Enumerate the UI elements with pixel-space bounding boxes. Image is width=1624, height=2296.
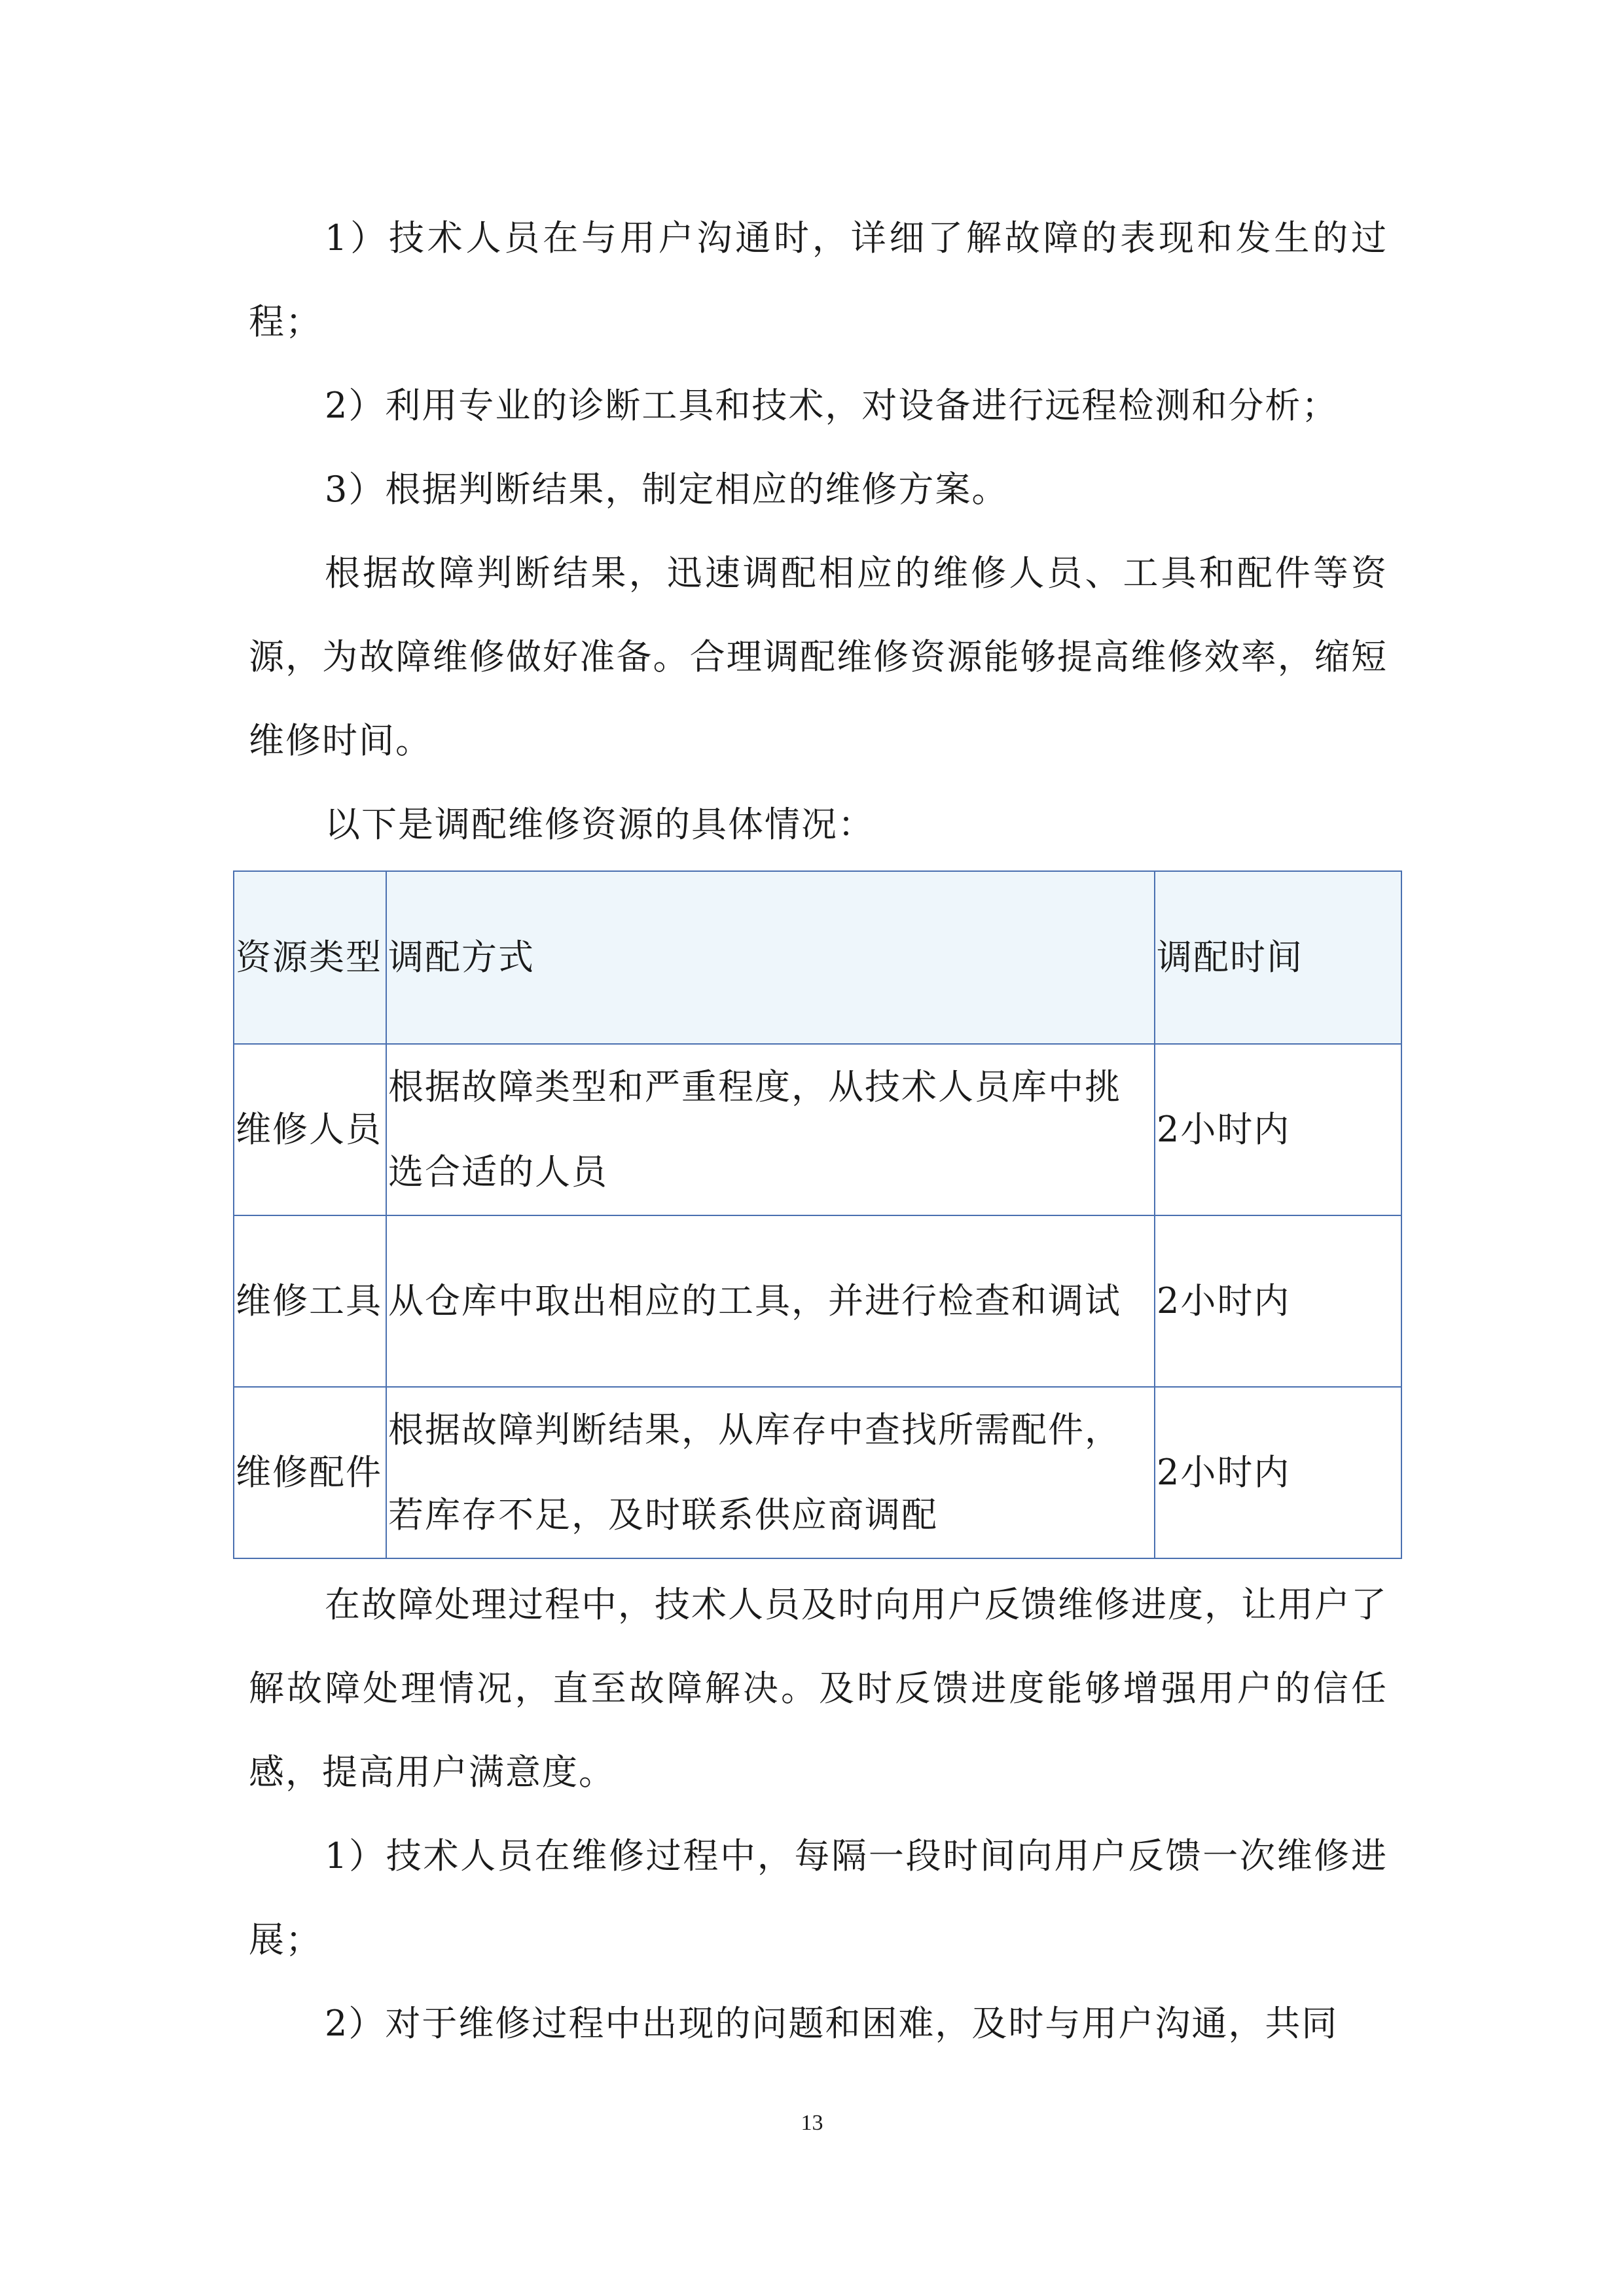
table-header-row	[234, 871, 1401, 1044]
cell-allocation-method: 根据故障类型和严重程度，从技术人员库中挑选合适的人员	[386, 1044, 1155, 1215]
paragraph: 1）技术人员在与用户沟通时，详细了解故障的表现和发生的过程；	[249, 217, 1388, 342]
paragraph: 根据故障判断结果，迅速调配相应的维修人员、工具和配件等资源，为故障维修做好准备。合理调配维修资源能够提高维修效率，缩短维修时间。	[249, 552, 1388, 761]
paragraph: 在故障处理过程中，技术人员及时向用户反馈维修进度，让用户了解故障处理情况，直至故障解决。及时反馈进度能够增强用户的信任感，提高用户满意度。	[249, 1584, 1388, 1793]
cell-resource-type: 维修配件	[234, 1387, 386, 1558]
paragraph: 1）技术人员在维修过程中，每隔一段时间向用户反馈一次维修进展；	[249, 1835, 1388, 1960]
header-cell-resource-type: 资源类型	[234, 871, 386, 1044]
cell-resource-type: 维修人员	[234, 1044, 386, 1215]
header-cell-allocation-time: 调配时间	[1155, 871, 1401, 1044]
page-number: 13	[801, 2111, 823, 2135]
cell-resource-type: 维修工具	[234, 1215, 386, 1387]
paragraph: 以下是调配维修资源的具体情况：	[325, 804, 875, 845]
paragraph: 3）根据判断结果，制定相应的维修方案。	[325, 469, 1009, 510]
cell-allocation-time: 2小时内	[1155, 1215, 1401, 1387]
paragraph: 2）对于维修过程中出现的问题和困难，及时与用户沟通，共同	[325, 2003, 1339, 2044]
table-row	[234, 1044, 1401, 1215]
cell-allocation-time: 2小时内	[1155, 1044, 1401, 1215]
header-cell-allocation-method: 调配方式	[386, 871, 1155, 1044]
page-content	[236, 196, 1388, 2066]
table-row	[234, 1215, 1401, 1387]
cell-allocation-time: 2小时内	[1155, 1387, 1401, 1558]
cell-allocation-method: 根据故障判断结果，从库存中查找所需配件，若库存不足，及时联系供应商调配	[386, 1387, 1155, 1558]
cell-allocation-method: 从仓库中取出相应的工具，并进行检查和调试	[386, 1215, 1155, 1387]
paragraph: 2）利用专业的诊断工具和技术，对设备进行远程检测和分析；	[325, 385, 1339, 426]
resource-allocation-table	[233, 870, 1402, 1559]
table-row	[234, 1387, 1401, 1558]
